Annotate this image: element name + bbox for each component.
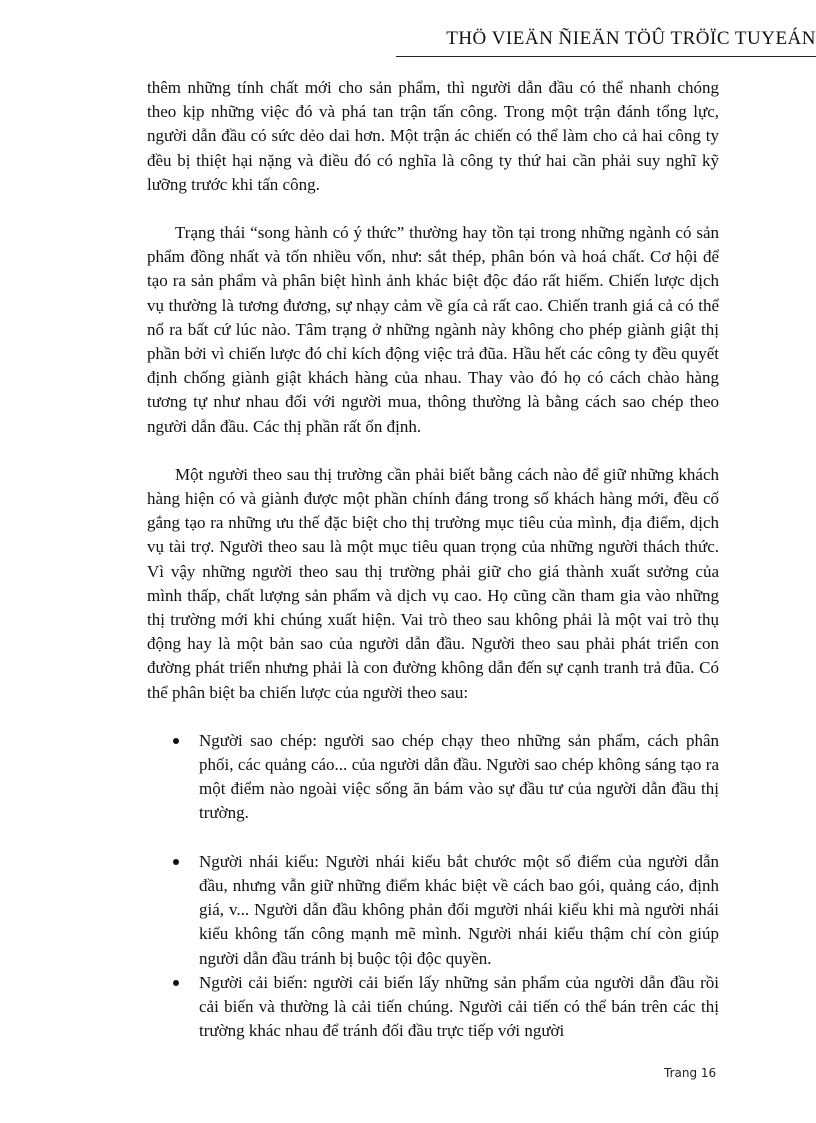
paragraph-2: Trạng thái “song hành có ý thức” thường hay tồn tại trong những ngành có sản phẩm đồng nhất và tốn nhiều vốn, như: sắt thép, phân bón và hoá chất. Cơ hội để tạo ra sản phẩm và phân biệt hình ảnh khác biệt độc đáo rất hiếm. Chiến lược dịch vụ thường là tương đương, sự nhạy cảm về gía cả rất cao. Chiến tranh giá cả có thể nổ ra bất cứ lúc nào. Tâm trạng ở những ngành này không cho phép giành giật thị phần bởi vì chiến lược đó chỉ kích động việc trả đũa. Hầu hết các công ty đều quyết định chống giành giật khách hàng của nhau. Thay vào đó họ có cách chào hàng tương tự như nhau đối với người mua, thông thường là bằng cách sao chép theo người dẫn đầu. Các thị phần rất ổn định. bbox=[147, 223, 719, 436]
page-number: Trang 16 bbox=[664, 1066, 717, 1080]
list-item-text: Người nhái kiểu: Người nhái kiểu bắt chước một số điểm của người dẫn đầu, nhưng vẫn giữ những điểm khác biệt về cách bao gói, quảng cáo, định giá, v... Người dẫn đầu không phản đối mgười nhái kiểu khi mà người nhái kiểu không tấn công mạnh mẽ mình. Người nhái kiểu thậm chí còn giúp người dẫn đầu tránh bị buộc tội độc quyền. bbox=[199, 851, 719, 968]
follower-strategies-list bbox=[147, 729, 719, 1043]
document-body bbox=[147, 76, 719, 1043]
list-item-text: Người cải biến: người cải biến lấy những sản phẩm của người dẫn đầu rồi cải biến và thường là cải tiến chúng. Người cải tiến có thể bán trên các thị trường khác nhau để tránh đối đầu trực tiếp với người bbox=[199, 972, 719, 1041]
paragraph-1: thêm những tính chất mới cho sản phẩm, thì người dẫn đầu có thể nhanh chóng theo kịp những việc đó và phá tan trận tấn công. Trong một trận đánh tổng lực, người dẫn đầu có sức dẻo dai hơn. Một trận ác chiến có thể làm cho cả hai công ty đều bị thiệt hại nặng và điều đó có nghĩa là công ty thứ hai cần phải suy nghĩ kỹ lưỡng trước khi tấn công. bbox=[147, 78, 719, 194]
list-item-text: Người sao chép: người sao chép chạy theo những sản phẩm, cách phân phối, các quảng cáo... của người dẫn đầu. Người sao chép không sáng tạo ra một điểm nào ngoài việc sống ăn bám vào sự đầu tư của người dẫn đầu thị trường. bbox=[199, 730, 719, 823]
bullet-icon bbox=[173, 980, 179, 986]
header-title: THÖ VIEÄN ÑIEÄN TÖÛ TRÖÏC TUYEÁN bbox=[446, 28, 816, 49]
list-item-adapter bbox=[147, 971, 719, 1044]
bullet-icon bbox=[173, 859, 179, 865]
bullet-icon bbox=[173, 738, 179, 744]
list-item-copier bbox=[147, 729, 719, 826]
list-item-imitator bbox=[147, 850, 719, 971]
paragraph-3: Một người theo sau thị trường cần phải biết bằng cách nào để giữ những khách hàng hiện có và giành được một phần chính đáng trong số khách hàng mới, đều cố gắng tạo ra những ưu thế đặc biệt cho thị trường mục tiêu của mình, địa điểm, dịch vụ tài trợ. Người theo sau là một mục tiêu quan trọng của những người thách thức. Vì vậy những người theo sau thị trường phải giữ cho giá thành xuất sưởng của mình thấp, chất lượng sản phẩm và dịch vụ cao. Họ cũng cần tham gia vào những thị trường mới khi chúng xuất hiện. Vai trò theo sau không phải là một vai trò thụ động hay là một bản sao của người dẫn đầu. Người theo sau phải phát triển con đường phát triển nhưng phải là con đường không dẫn đến sự cạnh tranh trả đũa. Có thể phân biệt ba chiến lược của người theo sau: bbox=[147, 464, 719, 702]
page-header bbox=[396, 28, 816, 57]
